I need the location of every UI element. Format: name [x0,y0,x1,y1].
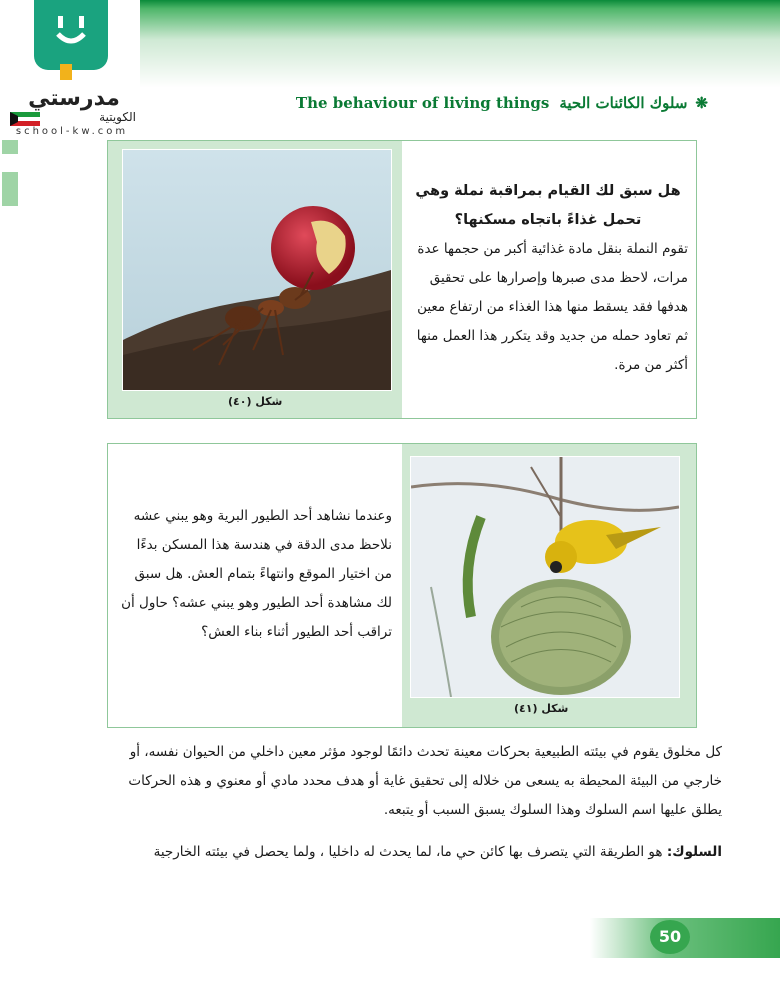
logo-subtitle: الكويتية [99,110,136,124]
definition-text: هو الطريقة التي يتصرف بها كائن حي ما، لما يحدث له داخليا ، ولما يحصل في بيئته الخارجية [153,844,667,860]
site-logo[interactable] [0,0,142,140]
side-marker [2,140,18,154]
behaviour-definition [100,838,722,867]
logo-badge [34,0,108,70]
ant-photo [122,149,392,391]
ant-panel [107,140,697,419]
bird-text: وعندما نشاهد أحد الطيور البرية وهو يبني عشه نلاحظ مدى الدقة في هندسة هذا المسكن بدءًا من اختيار الموقع وانتهاءً بتمام العش. هل سبق لك مشاهدة أحد الطيور وهو يبني عشه؟ حاول أن تراقب أحد الطيور أثناء بناء العش؟ [121,508,392,640]
smile-icon [54,14,88,48]
ant-text [408,177,688,380]
figure-caption: شكل (٤٠) [228,395,283,408]
definition-term: السلوك: [666,844,722,860]
logo-name: مدرستي [28,86,120,111]
behaviour-paragraph: كل مخلوق يقوم في بيئته الطبيعية بحركات معينة تحدث دائمًا لوجود مؤثر معين داخلي من الحيوان نفسه، أو خارجي من البيئة المحيطة به يسعى من خلاله إلى تحقيق غاية أو هدف محدد مادي أو معنوي و هذه الحركات يطلق عليها اسم السلوك وهذا السلوك يسبق السبب أو يتبعه. [128,744,722,818]
side-marker [2,172,18,206]
bird-photo [410,456,680,698]
figure-caption: شكل (٤١) [514,702,569,715]
header-band [140,0,780,88]
page-number: 50 [650,920,690,954]
header-title-ar: سلوك الكائنات الحية [559,94,688,112]
bullet-icon: ❋ [695,94,708,112]
header-title-en: The behaviour of living things [295,94,550,112]
ant-figure [108,141,402,418]
section-header [290,94,708,116]
kuwait-flag-icon [10,112,40,126]
pencil-icon [60,64,72,80]
ant-question: هل سبق لك القيام بمراقبة نملة وهي تحمل غذاءً باتجاه مسكنها؟ [415,183,681,228]
bird-figure [402,444,696,727]
ant-body: تقوم النملة بنقل مادة غذائية أكبر من حجمها عدة مرات، لاحظ مدى صبرها وإصرارها على تحقيق هدفها فقد يسقط منها هذا الغذاء من ارتفاع معين ثم تعاود حمله من جديد وقد يتكرر هذا العمل منها أكثر من مرة. [416,241,688,373]
logo-url: school-kw.com [15,126,129,137]
bird-panel [107,443,697,728]
